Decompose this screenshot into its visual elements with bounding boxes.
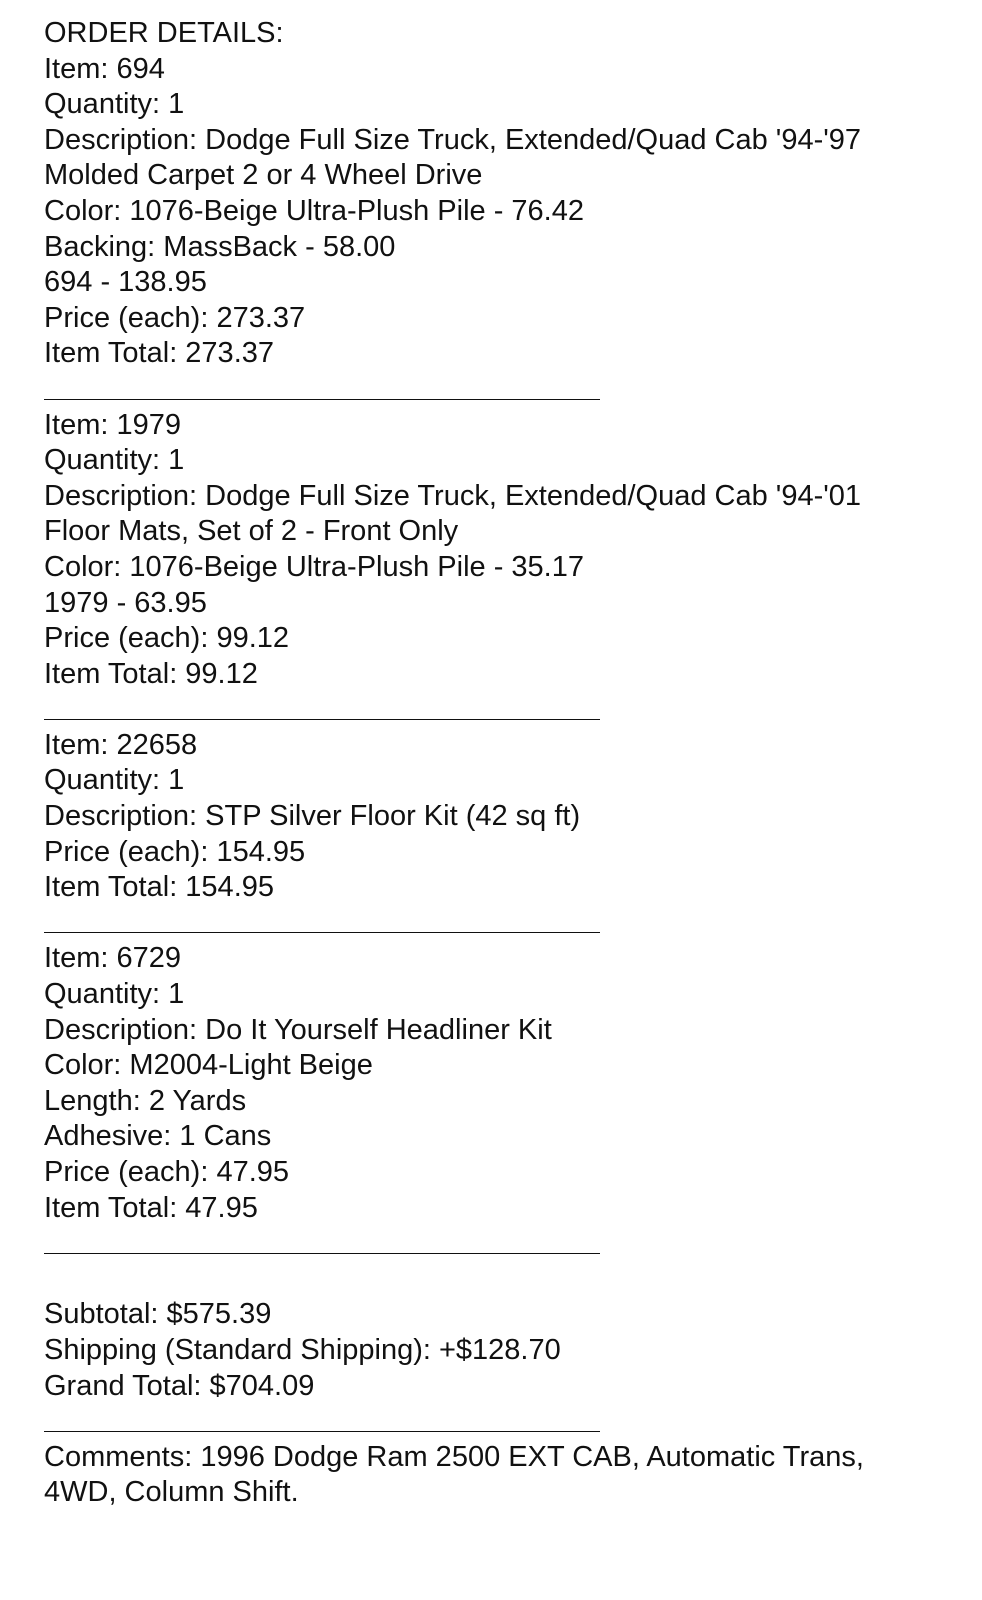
item-price-each: Price (each): 273.37 — [44, 301, 306, 334]
divider-line — [44, 372, 944, 408]
order-details-header: ORDER DETAILS: — [44, 17, 284, 49]
item-quantity: Quantity: 1 — [44, 978, 185, 1011]
item-price-each: Price (each): 47.95 — [44, 1156, 290, 1188]
item-color: Color: 1076-Beige Ultra-Plush Pile - 76.42 — [44, 194, 584, 227]
grand-total: Grand Total: $704.09 — [44, 1369, 315, 1402]
item-description: Description: Dodge Full Size Truck, Extended/Quad Cab '94-'97 — [44, 123, 862, 156]
divider-line — [44, 1404, 944, 1440]
order-item-1979 — [44, 408, 944, 693]
spacer — [44, 1262, 944, 1298]
item-number: Item: 6729 — [44, 942, 182, 975]
item-base-price: 694 - 138.95 — [44, 266, 207, 299]
shipping: Shipping (Standard Shipping): +$128.70 — [44, 1333, 561, 1366]
comments-line: Comments: 1996 Dodge Ram 2500 EXT CAB, Automatic Trans, — [44, 1440, 864, 1473]
item-number: Item: 1979 — [44, 408, 182, 441]
order-comments — [44, 1440, 944, 1511]
order-summary — [44, 1297, 944, 1404]
item-quantity: Quantity: 1 — [44, 764, 185, 797]
item-quantity: Quantity: 1 — [44, 88, 185, 121]
item-total: Item Total: 154.95 — [44, 871, 275, 904]
item-total: Item Total: 99.12 — [44, 657, 258, 690]
order-item-6729 — [44, 941, 944, 1226]
divider-line — [44, 906, 944, 942]
item-description: Description: Dodge Full Size Truck, Extended/Quad Cab '94-'01 — [44, 479, 862, 512]
item-backing: Backing: MassBack - 58.00 — [44, 230, 396, 263]
item-color: Color: 1076-Beige Ultra-Plush Pile - 35.17 — [44, 550, 584, 583]
item-length: Length: 2 Yards — [44, 1084, 247, 1117]
item-color: Color: M2004-Light Beige — [44, 1049, 373, 1082]
subtotal: Subtotal: $575.39 — [44, 1298, 272, 1331]
item-total: Item Total: 273.37 — [44, 337, 275, 370]
divider-line — [44, 692, 944, 728]
comments-line-continued: 4WD, Column Shift. — [44, 1476, 299, 1509]
order-item-694 — [44, 52, 944, 372]
item-total: Item Total: 47.95 — [44, 1191, 258, 1224]
item-adhesive: Adhesive: 1 Cans — [44, 1120, 272, 1153]
item-price-each: Price (each): 154.95 — [44, 835, 306, 868]
order-details-document — [44, 16, 944, 1511]
item-price-each: Price (each): 99.12 — [44, 622, 290, 655]
item-base-price: 1979 - 63.95 — [44, 586, 207, 619]
item-description: Description: STP Silver Floor Kit (42 sq ft) — [44, 800, 581, 833]
order-item-22658 — [44, 728, 944, 906]
item-description-continued: Molded Carpet 2 or 4 Wheel Drive — [44, 159, 483, 192]
item-description: Description: Do It Yourself Headliner Kit — [44, 1013, 552, 1046]
divider-line — [44, 1226, 944, 1262]
item-description-continued: Floor Mats, Set of 2 - Front Only — [44, 515, 459, 548]
item-number: Item: 694 — [44, 52, 165, 85]
item-number: Item: 22658 — [44, 728, 198, 761]
item-quantity: Quantity: 1 — [44, 444, 185, 477]
